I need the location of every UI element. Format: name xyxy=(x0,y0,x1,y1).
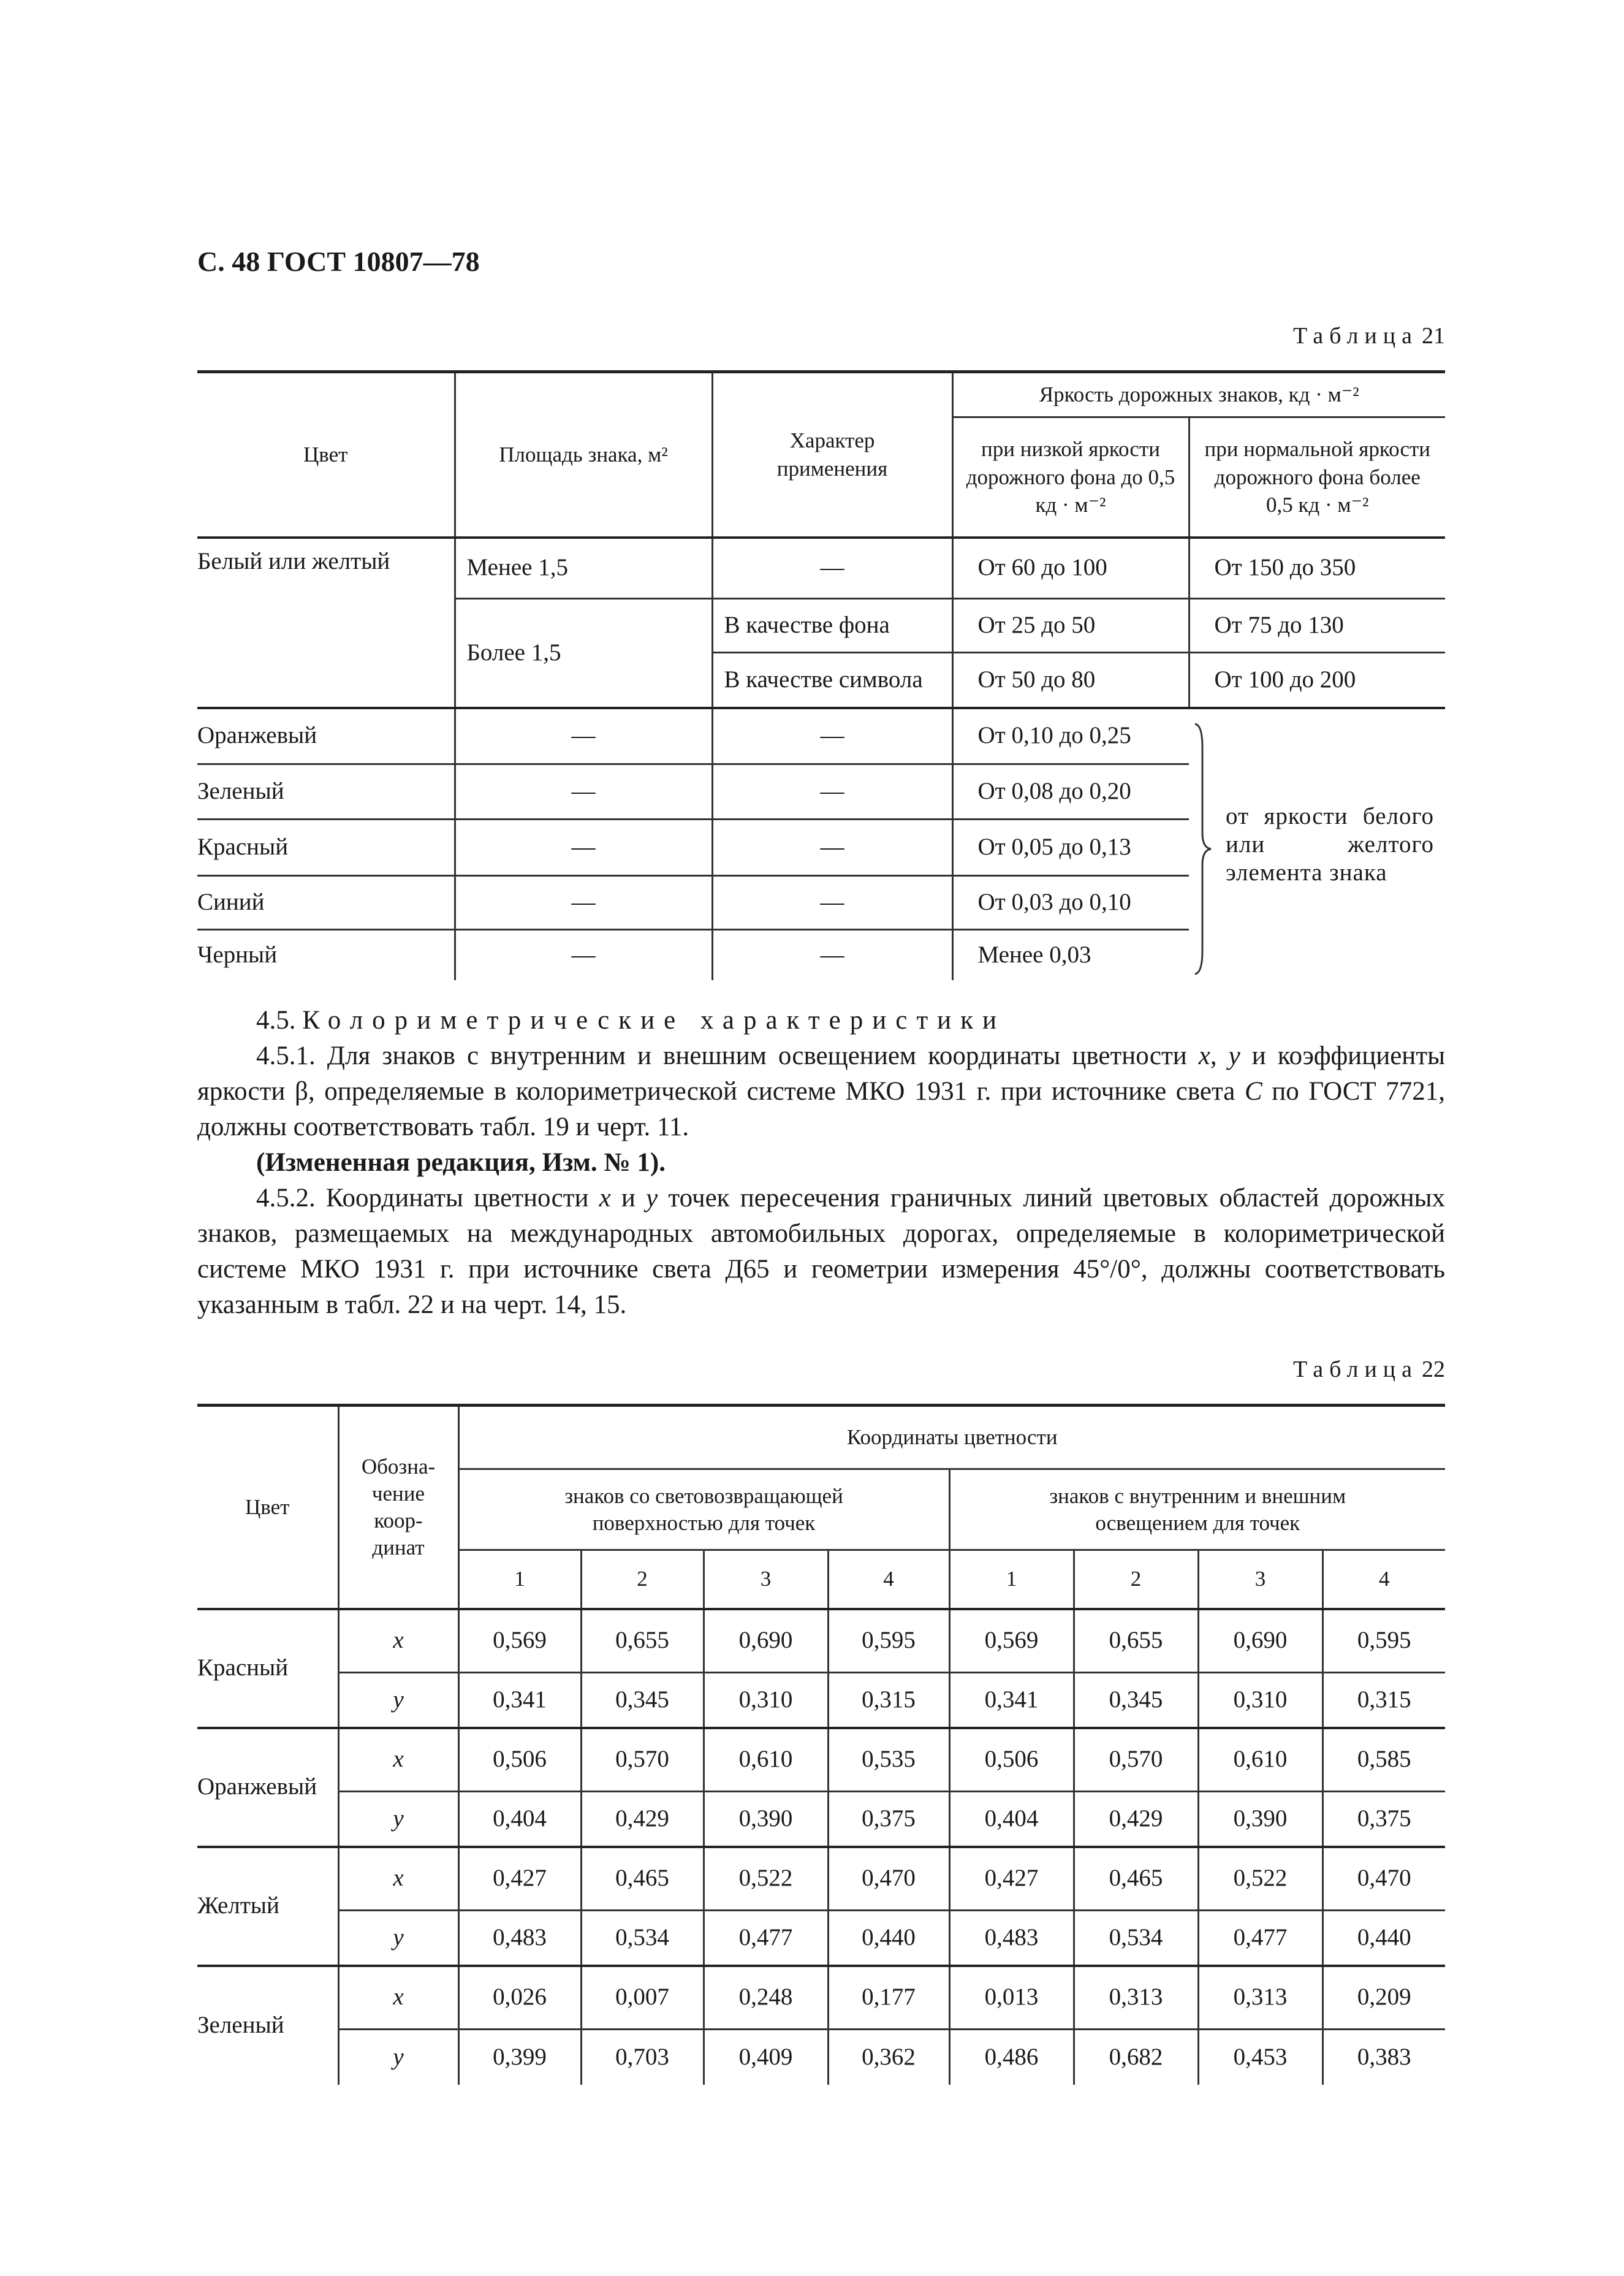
t22-value-cell: 0,399 xyxy=(458,2030,581,2085)
t22-value-cell: 0,345 xyxy=(581,1673,704,1728)
t22-point-header: 2 xyxy=(581,1550,704,1609)
t21-row-low: От 0,05 до 0,13 xyxy=(952,820,1189,876)
t22-coord-cell: y xyxy=(338,1792,458,1847)
t21-header-usage: Характер применения xyxy=(712,372,952,538)
t21-wy-area-1: Менее 1,5 xyxy=(455,538,712,599)
t22-value-cell: 0,429 xyxy=(1074,1792,1198,1847)
p451-x: x xyxy=(1198,1041,1210,1070)
t22-coord-cell: y xyxy=(338,1673,458,1728)
t21-note-cell xyxy=(1189,708,1445,980)
t22-body xyxy=(197,1609,1445,2085)
table-row xyxy=(197,1966,1445,2030)
t21-row-low: От 0,08 до 0,20 xyxy=(952,764,1189,820)
t22-value-cell: 0,522 xyxy=(704,1847,828,1911)
p452-and: и xyxy=(610,1184,647,1212)
t22-value-cell: 0,569 xyxy=(949,1609,1074,1673)
t22-value-cell: 0,569 xyxy=(458,1609,581,1673)
t22-value-cell: 0,477 xyxy=(1198,1911,1322,1966)
t22-value-cell: 0,007 xyxy=(581,1966,704,2030)
t22-value-cell: 0,341 xyxy=(949,1673,1074,1728)
t21-wy-normal-2: От 75 до 130 xyxy=(1189,599,1445,653)
t22-point-header: 3 xyxy=(704,1550,828,1609)
t22-value-cell: 0,522 xyxy=(1198,1847,1322,1911)
t22-value-cell: 0,570 xyxy=(1074,1728,1198,1792)
paragraph-4-5-2 xyxy=(197,1181,1445,1323)
t21-row-area: — xyxy=(455,708,712,764)
t22-header-color: Цвет xyxy=(197,1406,338,1609)
p451-text-b: и коэффициенты яркости β, определяемые в колориметрической системе МКО 1931 г. при источнике света xyxy=(197,1041,1445,1106)
t22-value-cell: 0,534 xyxy=(581,1911,704,1966)
t22-header-designation: Обозна-чение коор-динат xyxy=(338,1406,458,1609)
t21-wy-usage-3: В качестве символа xyxy=(712,653,952,708)
p452-text-b: точек пересечения граничных линий цветовых областей дорожных знаков, размещаемых на международных автомобильных дорогах, определяемые в колориметрической системе МКО 1931 г. при источнике света Д65 и геометрии измерения 45°/0°, должны соответствовать указанным в табл. 22 и на черт. 14, 15. xyxy=(197,1184,1445,1319)
page-header-title: С. 48 ГОСТ 10807—78 xyxy=(197,246,480,277)
t22-value-cell: 0,429 xyxy=(581,1792,704,1847)
t22-value-cell: 0,440 xyxy=(1322,1911,1445,1966)
t21-row-area: — xyxy=(455,876,712,930)
t22-color-cell: Зеленый xyxy=(197,2012,284,2039)
t22-value-cell: 0,026 xyxy=(458,1966,581,2030)
t22-value-cell: 0,483 xyxy=(458,1911,581,1966)
t21-note: от яркости белого или желтого элемента знака xyxy=(1226,802,1434,886)
t22-point-header: 1 xyxy=(458,1550,581,1609)
table-row xyxy=(197,1911,1445,1966)
t22-value-cell: 0,703 xyxy=(581,2030,704,2085)
t22-value-cell: 0,470 xyxy=(1322,1847,1445,1911)
t22-value-cell: 0,404 xyxy=(949,1792,1074,1847)
t22-value-cell: 0,595 xyxy=(1322,1609,1445,1673)
t22-value-cell: 0,585 xyxy=(1322,1728,1445,1792)
t21-header-low: при низкой яркости дорожного фона до 0,5 кд · м⁻² xyxy=(952,417,1189,538)
table22-caption xyxy=(1293,1356,1445,1383)
t22-value-cell: 0,390 xyxy=(704,1792,828,1847)
table21-caption xyxy=(1293,322,1445,349)
t22-coord-cell: x xyxy=(338,1966,458,2030)
t22-coord-cell: y xyxy=(338,1911,458,1966)
table21-caption-word: Таблица xyxy=(1292,323,1418,349)
t21-row-color: Оранжевый xyxy=(197,708,455,764)
t22-value-cell: 0,690 xyxy=(704,1609,828,1673)
t22-value-cell: 0,313 xyxy=(1198,1966,1322,2030)
t22-value-cell: 0,534 xyxy=(1074,1911,1198,1966)
section-heading xyxy=(197,1003,1445,1038)
t22-coord-cell: x xyxy=(338,1728,458,1792)
t21-row-low: От 0,10 до 0,25 xyxy=(952,708,1189,764)
t21-wy-normal-1: От 150 до 350 xyxy=(1189,538,1445,599)
t21-wy-low-3: От 50 до 80 xyxy=(952,653,1189,708)
t22-value-cell: 0,310 xyxy=(704,1673,828,1728)
t22-value-cell: 0,375 xyxy=(828,1792,949,1847)
t22-value-cell: 0,404 xyxy=(458,1792,581,1847)
t22-value-cell: 0,440 xyxy=(828,1911,949,1966)
table-row xyxy=(197,2030,1445,2085)
t22-value-cell: 0,610 xyxy=(1198,1728,1322,1792)
t21-wy-usage-2: В качестве фона xyxy=(712,599,952,653)
t22-header-retro: знаков со световозвращающей поверхностью для точек xyxy=(458,1469,949,1550)
t21-header-color: Цвет xyxy=(197,372,455,538)
t22-point-header: 3 xyxy=(1198,1550,1322,1609)
t21-wy-low-1: От 60 до 100 xyxy=(952,538,1189,599)
t21-row-color: Черный xyxy=(197,941,278,968)
t22-value-cell: 0,248 xyxy=(704,1966,828,2030)
paragraph-4-5-1 xyxy=(197,1038,1445,1145)
amended-note: (Измененная редакция, Изм. № 1). xyxy=(256,1148,666,1177)
table21-caption-num: 21 xyxy=(1422,323,1445,349)
t22-color-cell: Желтый xyxy=(197,1847,338,1966)
t22-value-cell: 0,690 xyxy=(1198,1609,1322,1673)
p451-y: y xyxy=(1228,1041,1240,1070)
t22-value-cell: 0,390 xyxy=(1198,1792,1322,1847)
t22-point-header: 1 xyxy=(949,1550,1074,1609)
t22-coord-cell: y xyxy=(338,2030,458,2085)
p452-text-a: 4.5.2. Координаты цветности xyxy=(256,1184,599,1212)
t22-value-cell: 0,486 xyxy=(949,2030,1074,2085)
t22-value-cell: 0,655 xyxy=(581,1609,704,1673)
table-row xyxy=(197,1728,1445,1792)
t22-value-cell: 0,570 xyxy=(581,1728,704,1792)
t22-color-cell: Красный xyxy=(197,1609,338,1728)
t22-value-cell: 0,453 xyxy=(1198,2030,1322,2085)
t22-color-cell: Оранжевый xyxy=(197,1728,338,1847)
t21-row-area: — xyxy=(455,930,712,980)
t21-row-color: Красный xyxy=(197,820,455,876)
t22-value-cell: 0,313 xyxy=(1074,1966,1198,2030)
t21-row-area: — xyxy=(455,820,712,876)
t21-wy-low-2: От 25 до 50 xyxy=(952,599,1189,653)
t21-row-usage: — xyxy=(712,930,952,980)
t22-value-cell: 0,409 xyxy=(704,2030,828,2085)
t22-value-cell: 0,427 xyxy=(949,1847,1074,1911)
t21-row-usage: — xyxy=(712,764,952,820)
t22-value-cell: 0,655 xyxy=(1074,1609,1198,1673)
table-22 xyxy=(197,1404,1445,2085)
t22-value-cell: 0,375 xyxy=(1322,1792,1445,1847)
t21-row-area: — xyxy=(455,764,712,820)
t22-value-cell: 0,477 xyxy=(704,1911,828,1966)
t22-header-lit: знаков с внутренним и внешним освещением для точек xyxy=(949,1469,1445,1550)
p452-x: x xyxy=(599,1184,611,1212)
t22-value-cell: 0,610 xyxy=(704,1728,828,1792)
table-row xyxy=(197,1847,1445,1911)
t22-value-cell: 0,209 xyxy=(1322,1966,1445,2030)
t22-coord-cell: x xyxy=(338,1609,458,1673)
table22-caption-word: Таблица xyxy=(1292,1357,1418,1382)
t21-row-low: Менее 0,03 xyxy=(952,930,1189,980)
t22-point-header: 4 xyxy=(828,1550,949,1609)
t21-wy-area-2: Более 1,5 xyxy=(455,599,712,708)
t21-row-usage: — xyxy=(712,820,952,876)
t22-value-cell: 0,315 xyxy=(1322,1673,1445,1728)
t22-value-cell: 0,177 xyxy=(828,1966,949,2030)
t22-value-cell: 0,470 xyxy=(828,1847,949,1911)
t22-value-cell: 0,506 xyxy=(458,1728,581,1792)
t22-header-coords: Координаты цветности xyxy=(458,1406,1445,1469)
t22-value-cell: 0,682 xyxy=(1074,2030,1198,2085)
t21-row-color: Синий xyxy=(197,876,455,930)
t22-value-cell: 0,362 xyxy=(828,2030,949,2085)
t22-value-cell: 0,013 xyxy=(949,1966,1074,2030)
p451-text-a: 4.5.1. Для знаков с внутренним и внешним освещением координаты цветности xyxy=(256,1041,1199,1070)
t22-value-cell: 0,483 xyxy=(949,1911,1074,1966)
t22-value-cell: 0,383 xyxy=(1322,2030,1445,2085)
t21-row-color: Зеленый xyxy=(197,764,455,820)
t22-value-cell: 0,341 xyxy=(458,1673,581,1728)
t22-point-header: 4 xyxy=(1322,1550,1445,1609)
t21-row-usage: — xyxy=(712,876,952,930)
t22-value-cell: 0,310 xyxy=(1198,1673,1322,1728)
p452-y: y xyxy=(646,1184,658,1212)
table22-caption-num: 22 xyxy=(1422,1357,1445,1382)
t21-header-normal: при нормальной яркости дорожного фона более 0,5 кд · м⁻² xyxy=(1189,417,1445,538)
t22-value-cell: 0,465 xyxy=(581,1847,704,1911)
t22-point-header: 2 xyxy=(1074,1550,1198,1609)
p451-text-d: по ГОСТ 7721, должны соответствовать табл. 19 и черт. 11. xyxy=(197,1077,1445,1141)
section-4-5-text xyxy=(197,1003,1445,1323)
t22-value-cell: 0,345 xyxy=(1074,1673,1198,1728)
t21-row-usage: — xyxy=(712,708,952,764)
t21-wy-usage-1: — xyxy=(712,538,952,599)
section-title: Колориметрические характеристики xyxy=(302,1006,1006,1035)
t22-value-cell: 0,465 xyxy=(1074,1847,1198,1911)
t22-value-cell: 0,315 xyxy=(828,1673,949,1728)
t22-value-cell: 0,506 xyxy=(949,1728,1074,1792)
section-num: 4.5. xyxy=(256,1006,296,1035)
p451-c: С xyxy=(1244,1077,1262,1106)
table-row xyxy=(197,1792,1445,1847)
t22-value-cell: 0,427 xyxy=(458,1847,581,1911)
t21-header-brightness: Яркость дорожных знаков, кд · м⁻² xyxy=(952,372,1445,417)
t22-coord-cell: x xyxy=(338,1847,458,1911)
p451-comma: , xyxy=(1210,1041,1229,1070)
t21-row-low: От 0,03 до 0,10 xyxy=(952,876,1189,930)
curly-brace-icon xyxy=(1194,723,1212,975)
t21-white-yellow-color: Белый или желтый xyxy=(197,538,455,708)
t21-wy-normal-3: От 100 до 200 xyxy=(1189,653,1445,708)
t21-header-area: Площадь знака, м² xyxy=(455,372,712,538)
table-21 xyxy=(197,370,1445,980)
table-row xyxy=(197,1673,1445,1728)
t22-value-cell: 0,595 xyxy=(828,1609,949,1673)
table-row xyxy=(197,1609,1445,1673)
t22-value-cell: 0,535 xyxy=(828,1728,949,1792)
